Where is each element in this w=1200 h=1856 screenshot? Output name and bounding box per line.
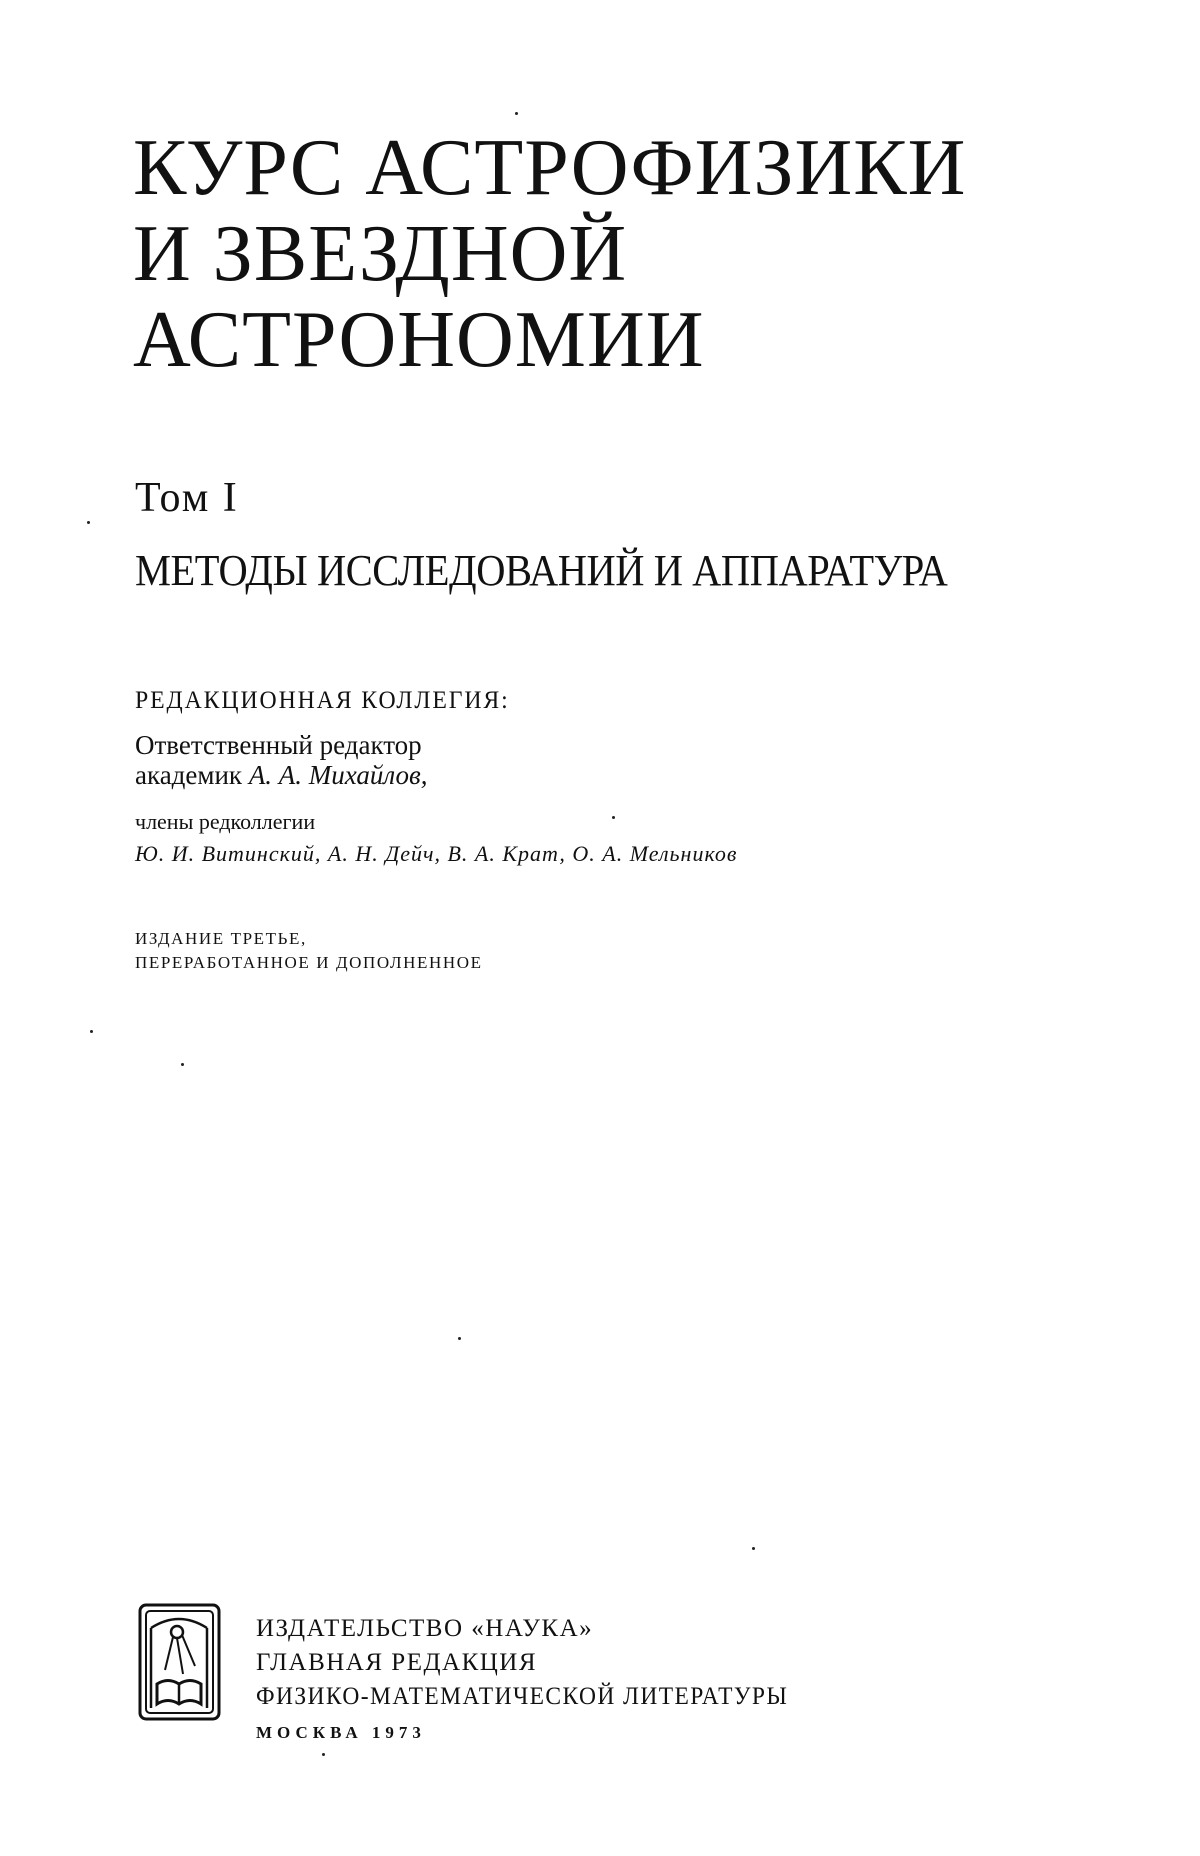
publisher-division: ГЛАВНАЯ РЕДАКЦИЯ <box>256 1649 538 1676</box>
print-speck <box>90 1030 93 1033</box>
academician-prefix: академик <box>135 760 243 790</box>
volume-number: Том I <box>135 475 239 521</box>
volume-subtitle: МЕТОДЫ ИССЛЕДОВАНИЙ И АППАРАТУРА <box>135 546 948 595</box>
print-speck <box>181 1063 184 1066</box>
title-line-3: АСТРОНОМИИ <box>133 296 705 384</box>
academician-name: А. А. Михайлов, <box>248 760 428 790</box>
editorial-board-heading: РЕДАКЦИОННАЯ КОЛЛЕГИЯ: <box>135 687 510 714</box>
edition-line-2: ПЕРЕРАБОТАННОЕ И ДОПОЛНЕННОЕ <box>135 953 483 972</box>
publisher-name: ИЗДАТЕЛЬСТВО «НАУКА» <box>256 1615 594 1642</box>
publisher-department: ФИЗИКО-МАТЕМАТИЧЕСКОЙ ЛИТЕРАТУРЫ <box>256 1683 789 1710</box>
print-speck <box>515 112 518 115</box>
nauka-publisher-logo-icon <box>137 1602 222 1722</box>
print-speck <box>752 1547 755 1550</box>
edition-line-1: ИЗДАНИЕ ТРЕТЬЕ, <box>135 929 307 948</box>
responsible-editor-label: Ответственный редактор <box>135 730 422 760</box>
title-line-1: КУРС АСТРОФИЗИКИ <box>133 124 967 212</box>
board-members-label: члены редколлегии <box>135 809 316 834</box>
print-speck <box>87 521 90 524</box>
responsible-editor-line <box>135 760 428 790</box>
title-line-2: И ЗВЕЗДНОЙ <box>133 210 628 298</box>
print-speck <box>322 1753 325 1756</box>
print-speck <box>612 816 615 819</box>
publication-place-year: МОСКВА 1973 <box>256 1723 426 1742</box>
board-members-names: Ю. И. Витинский, А. Н. Дейч, В. А. Крат, О. А. Мельников <box>135 841 738 866</box>
print-speck <box>458 1337 461 1340</box>
